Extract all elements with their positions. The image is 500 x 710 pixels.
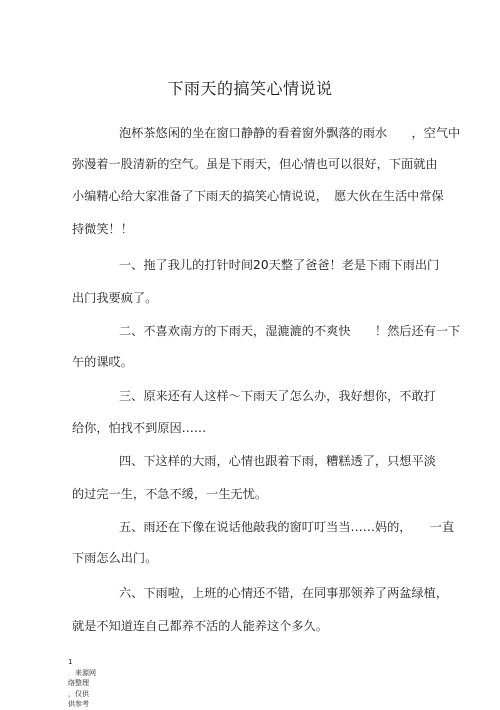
footer-note-line: 来源网 [68, 668, 96, 677]
footer-note-line: ，仅供 [68, 689, 89, 698]
list-item-first-line: 三、原来还有人这样～下雨天了怎么办，我好想你，不敢打 [119, 389, 436, 403]
list-item-first-line: 四、下这样的大雨，心情也跟着下雨，糟糕透了，只想平淡 [119, 454, 436, 468]
intro-line: 小编精心给大家准备了下雨天的搞笑心情说说， 愿大伙在生活中常保 [72, 189, 444, 203]
page-footer [68, 657, 96, 710]
footer-note-line: 络整理 [68, 679, 89, 687]
intro-line: 弥漫着一股清新的空气。虽是下雨天，但心情也可以很好，下面就由 [72, 157, 438, 171]
list-item-first-line: 一、拖了我儿的打针时间20天整了爸爸！老是下雨下雨出门 [119, 258, 440, 272]
list-item-second-line: 出门我要疯了。 [72, 291, 158, 305]
list-item-first-line: 五、雨还在下像在说话他敲我的窗叮叮当当……妈的， 一直 [119, 520, 455, 534]
intro-line: 泡杯茶悠闲的坐在窗口静静的看着窗外飘落的雨水 ，空气中 [119, 126, 461, 140]
footer-note-line: 供参考 [68, 700, 89, 708]
list-item-first-line: 六、下雨啦，上班的心情还不错，在同事那领养了两盆绿植， [119, 586, 449, 600]
list-item-second-line: 午的课哎。 [72, 355, 133, 369]
list-item-second-line: 的过完一生，不急不缓，一生无忧。 [72, 487, 267, 501]
list-item-first-line: 二、不喜欢南方的下雨天，湿漉漉的不爽快 ！然后还有一下 [119, 324, 461, 338]
intro-line: 持微笑！！ [72, 222, 133, 236]
list-item-second-line: 给你，怕找不到原因…… [72, 421, 207, 435]
page-title: 下雨天的搞笑心情说说 [167, 79, 333, 98]
page-number: 1 [68, 658, 73, 666]
list-item-second-line: 下雨怎么出门。 [72, 551, 158, 565]
list-item-second-line: 就是不知道连自己都养不活的人能养这个多久。 [72, 619, 328, 633]
